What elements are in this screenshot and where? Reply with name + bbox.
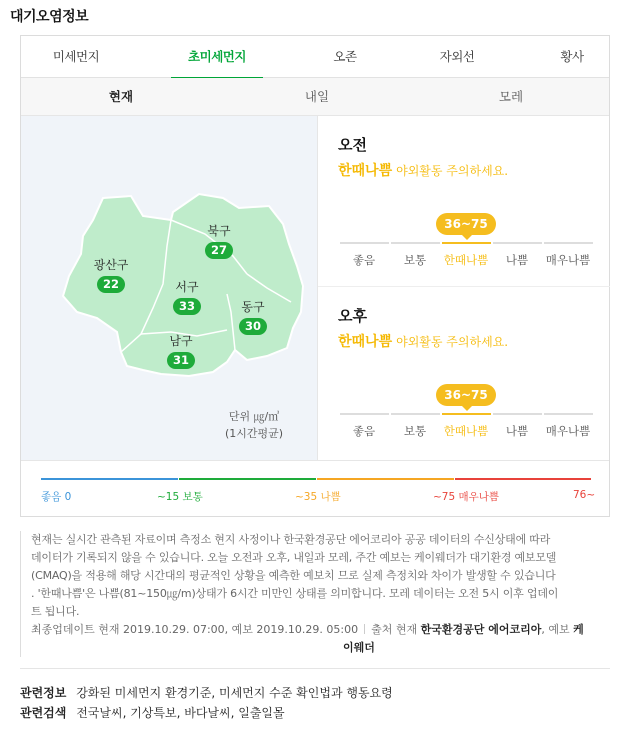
forecast-am — [318, 116, 610, 286]
district-name: 광산구 — [93, 258, 129, 272]
advice-message: 야외활동 주의하세요. — [396, 164, 509, 178]
divider — [364, 624, 365, 634]
legend-label-bad: ~35 나쁨 — [295, 491, 341, 503]
related-search-marine-weather[interactable]: 바다날씨 — [184, 706, 231, 720]
related-search-label: 관련검색 — [20, 706, 67, 720]
related-search — [20, 705, 285, 721]
comma: , — [211, 686, 219, 700]
subtab-tomorrow[interactable]: 내일 — [304, 89, 330, 104]
scale-label: 매우나쁨 — [545, 253, 591, 267]
subtab-now[interactable]: 현재 — [108, 89, 134, 104]
tab-ozone[interactable]: 오존 — [333, 49, 357, 64]
scale-label: 보통 — [403, 424, 427, 438]
update-info — [20, 621, 612, 657]
scale-label: 보통 — [403, 253, 427, 267]
tab-yellow-dust[interactable]: 황사 — [560, 49, 584, 64]
legend-bar-normal — [179, 478, 316, 480]
unit-label: 단위 ㎍/㎥ — [228, 410, 280, 423]
scale-segment — [544, 413, 593, 415]
note-line: . '한때나쁨'은 나쁨(81~150㎍/m)상태가 6시간 미만인 상태를 의미합니다. 모레 데이터는 오전 5시 이후 업데이 — [31, 587, 559, 600]
range-bubble: 36~75 — [436, 213, 496, 235]
legend-label-max: 76~ — [573, 489, 596, 501]
scale-segment — [340, 413, 389, 415]
district-buk[interactable] — [195, 224, 243, 259]
air-quality-panel — [20, 35, 610, 517]
district-value-badge: 33 — [173, 298, 201, 315]
subtab-day-after[interactable]: 모레 — [498, 89, 524, 104]
comma: , — [122, 706, 131, 720]
district-value-badge: 22 — [97, 276, 125, 293]
district-dong[interactable] — [229, 300, 277, 335]
legend-label-good: 좋음 0 — [41, 491, 72, 503]
source-kweather-link-cont[interactable]: 이웨더 — [343, 641, 375, 654]
legend-bar-bad — [317, 478, 454, 480]
scale-segment — [442, 242, 491, 244]
scale-segment — [493, 413, 542, 415]
legend-label-normal: ~15 보통 — [157, 491, 203, 503]
map-unit — [225, 408, 283, 442]
district-name: 서구 — [175, 280, 199, 294]
scale-segment — [340, 242, 389, 244]
pollutant-tabs — [21, 36, 609, 78]
tab-uv[interactable]: 자외선 — [439, 49, 475, 64]
related-info — [20, 685, 393, 701]
related-link-guide[interactable]: 미세먼지 수준 확인법과 행동요령 — [219, 686, 393, 700]
district-name: 남구 — [169, 334, 193, 348]
scale-label: 좋음 — [352, 424, 376, 438]
comma: , — [230, 706, 239, 720]
comma: , — [176, 706, 185, 720]
district-map — [21, 116, 317, 460]
legend-label-very-bad: ~75 매우나쁨 — [433, 491, 500, 503]
page-title: 대기오염정보 — [10, 9, 89, 25]
scale-segment — [391, 413, 440, 415]
related-info-label: 관련정보 — [20, 686, 67, 700]
related-search-weather-warning[interactable]: 기상특보 — [130, 706, 177, 720]
scale-label: 매우나쁨 — [545, 424, 591, 438]
note-line: (CMAQ)을 적용해 해당 시간대의 평균적인 상황을 예측한 예보치 므로 실제 측정치와 차이가 발생할 수 있습니다 — [31, 569, 556, 582]
district-gwangsan[interactable] — [87, 258, 135, 293]
scale-label: 나쁨 — [505, 253, 529, 267]
grade-label: 한때나쁨 — [338, 163, 393, 179]
scale-segment — [442, 413, 491, 415]
grade-legend — [21, 460, 609, 516]
note-line: 현재는 실시간 관측된 자료이며 측정소 현지 사정이나 한국환경공단 에어코리아 공공 데이터의 수신상태에 따라 — [31, 533, 551, 546]
related-search-sunrise-sunset[interactable]: 일출일몰 — [238, 706, 285, 720]
note-line: 데이터가 기록되지 않을 수 있습니다. 오늘 오전과 오후, 내일과 모레, 주간 예보는 케이웨더가 대기환경 예보모델 — [31, 551, 557, 564]
district-name: 동구 — [241, 300, 265, 314]
period-tabs — [21, 78, 609, 116]
scale-segment — [493, 242, 542, 244]
district-nam[interactable] — [157, 334, 205, 369]
last-updated: 최종업데이트 현재 2019.10.29. 07:00, 예보 2019.10.29. 05:00 — [31, 623, 359, 636]
range-bubble: 36~75 — [436, 384, 496, 406]
period-name: 오전 — [338, 136, 367, 154]
source-mid: , 예보 — [541, 623, 570, 636]
scale-label: 나쁨 — [505, 424, 529, 438]
divider-line — [20, 668, 610, 669]
info-notes — [20, 531, 612, 621]
legend-bar-very-bad — [455, 478, 591, 480]
period-status — [338, 331, 508, 351]
related-search-national-weather[interactable]: 전국날씨 — [76, 706, 123, 720]
scale-label: 한때나쁨 — [443, 424, 489, 438]
district-value-badge: 27 — [205, 242, 233, 259]
related-link-standard[interactable]: 강화된 미세먼지 환경기준 — [76, 686, 212, 700]
period-name: 오후 — [338, 307, 367, 325]
advice-message: 야외활동 주의하세요. — [396, 335, 509, 349]
district-name: 북구 — [207, 224, 231, 238]
scale-label: 한때나쁨 — [443, 253, 489, 267]
district-value-badge: 31 — [167, 352, 195, 369]
forecast-panel — [317, 116, 609, 460]
source-airkorea-link[interactable]: 한국환경공단 에어코리아 — [420, 623, 542, 636]
forecast-pm — [318, 286, 610, 456]
legend-bar-good — [41, 478, 178, 480]
tab-pm25[interactable]: 초미세먼지 — [171, 36, 263, 78]
period-status — [338, 160, 508, 180]
note-line: 트 됩니다. — [31, 605, 80, 618]
scale-label: 좋음 — [352, 253, 376, 267]
grade-label: 한때나쁨 — [338, 334, 393, 350]
scale-segment — [544, 242, 593, 244]
unit-average-label: (1시간평균) — [225, 427, 284, 440]
source-kweather-link[interactable]: 케 — [573, 623, 584, 636]
tab-pm10[interactable]: 미세먼지 — [52, 49, 100, 64]
district-seo[interactable] — [163, 280, 211, 315]
scale-segment — [391, 242, 440, 244]
source-prefix: 출처 현재 — [371, 623, 418, 636]
district-value-badge: 30 — [239, 318, 267, 335]
